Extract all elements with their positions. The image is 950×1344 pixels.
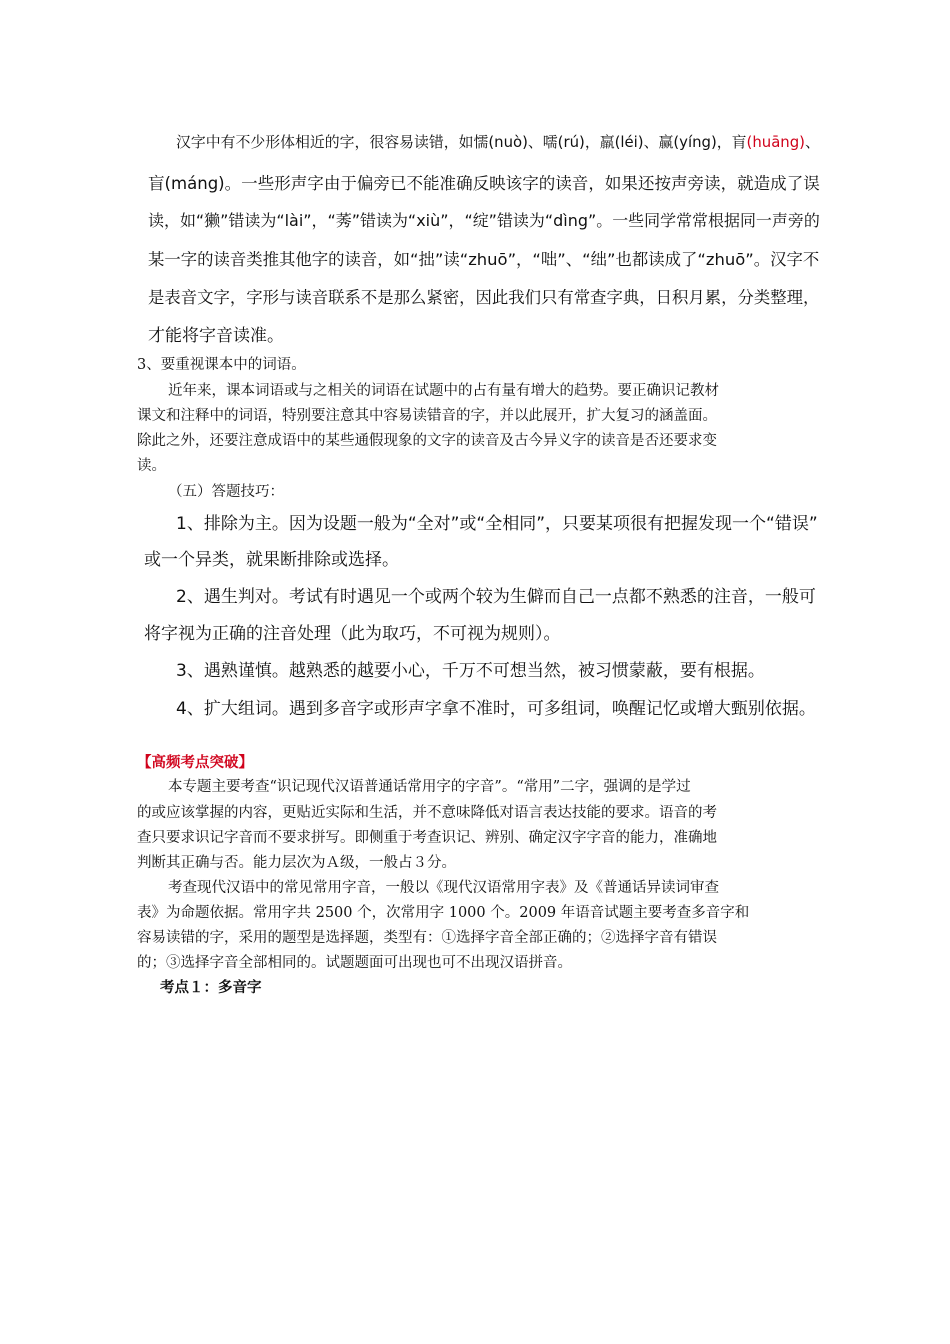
highfreq-para2-line-4: 的；③选择字音全部相同的。试题题面可出现也可不出现汉语拼音。 — [137, 955, 572, 971]
highfreq-para1-line-2: 的或应该掌握的内容，更贴近实际和生活，并不意味降低对语言表达技能的要求。语音的考 — [137, 805, 717, 821]
block1-line-6: 才能将字音读准。 — [148, 326, 284, 346]
tip-1-line-2: 或一个异类，就果断排除或选择。 — [144, 550, 399, 570]
tip-2-line-2: 将字视为正确的注音处理（此为取巧，不可视为规则）。 — [144, 624, 561, 644]
section3-para-line-4: 读。 — [137, 458, 166, 474]
tip-4: 4、扩大组词。遇到多音字或形声字拿不准时，可多组词，唤醒记忆或增大甄别依据。 — [176, 699, 816, 719]
highfreq-para2-line-3: 容易读错的字，采用的题型是选择题，类型有：①选择字音全部正确的；②选择字音有错误 — [137, 930, 717, 946]
highfreq-para1-line-4: 判断其正确与否。能力层次为Ａ级，一般占３分。 — [137, 855, 456, 871]
highfreq-title: 【高频考点突破】 — [137, 754, 253, 771]
highfreq-para1-line-3: 查只要求识记字音而不要求拼写。即侧重于考查识记、辨别、确定汉字字音的能力，准确地 — [137, 830, 717, 846]
section3-para-line-2: 课文和注释中的词语，特别要注意其中容易读错音的字，并以此展开，扩大复习的涵盖面。 — [137, 408, 717, 424]
tip-1-line-1: 1、排除为主。因为设题一般为“全对”或“全相同”，只要某项很有把握发现一个“错误” — [176, 514, 818, 534]
kaodian-1-heading: 考点１：多音字 — [160, 979, 262, 996]
block1-line-5: 是表音文字，字形与读音联系不是那么紧密，因此我们只有常查字典，日积月累，分类整理， — [148, 288, 820, 307]
tip-3: 3、遇熟谨慎。越熟悉的越要小心，千万不可想当然，被习惯蒙蔽，要有根据。 — [176, 661, 765, 681]
block1-line-4: 某一字的读音类推其他字的读音，如“拙”读“zhuō”，“咄”、“绌”也都读成了“zhuō”。汉字不 — [148, 250, 820, 269]
block1-line-1 — [176, 131, 820, 152]
section3-para-line-3: 除此之外，还要注意成语中的某些通假现象的文字的读音及古今异义字的读音是否还要求变 — [137, 433, 717, 449]
tips-heading: （五）答题技巧： — [168, 484, 284, 500]
block1-line-2: 盲(máng)。一些形声字由于偏旁已不能准确反映该字的读音，如果还按声旁读，就造成了误 — [148, 174, 820, 193]
highfreq-para2-line-1: 考查现代汉语中的常见常用字音，一般以《现代汉语常用字表》及《普通话异读词审查 — [168, 880, 719, 896]
highfreq-para2-line-2: 表》为命题依据。常用字共 2500 个，次常用字 1000 个。2009 年语音试题主要考查多音字和 — [137, 905, 750, 921]
block1-line-3: 读，如“獭”错读为“lài”，“莠”错读为“xiù”，“绽”错读为“dìng”。一些同学常常根据同一声旁的 — [148, 211, 820, 230]
section3-heading: 3、要重视课本中的词语。 — [137, 357, 306, 373]
highfreq-para1-line-1: 本专题主要考查“识记现代汉语普通话常用字的字音”。“常用”二字，强调的是学过 — [168, 779, 691, 795]
block1-line-1-end: 、 — [804, 133, 820, 151]
pinyin-huang-red: (huāng) — [746, 133, 805, 151]
tip-2-line-1: 2、遇生判对。考试有时遇见一个或两个较为生僻而自己一点都不熟悉的注音，一般可 — [176, 587, 816, 607]
block1-line-1-text: 汉字中有不少形体相近的字，很容易读错，如懦(nuò)、嚅(rú)，羸(léi)、赢(yíng)，肓 — [176, 133, 747, 151]
section3-para-line-1: 近年来，课本词语或与之相关的词语在试题中的占有量有增大的趋势。要正确识记教材 — [168, 383, 719, 399]
